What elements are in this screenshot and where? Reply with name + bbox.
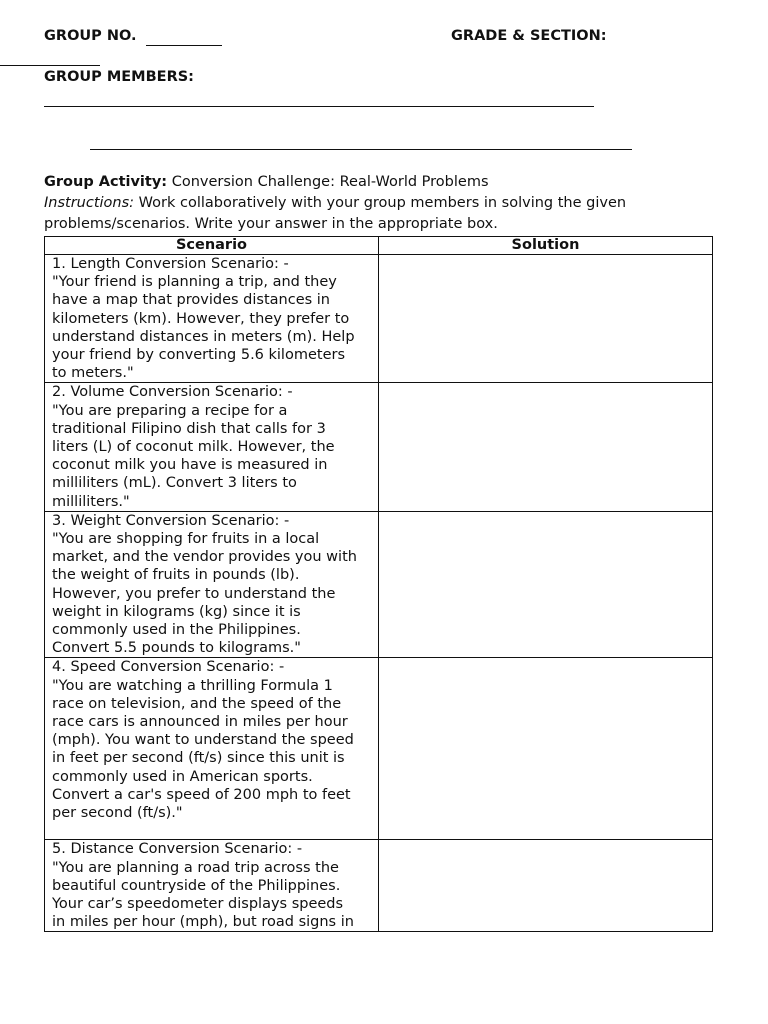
scenario-line: weight in kilograms (kg) since it is: [52, 603, 301, 620]
group-no-label: [44, 28, 137, 44]
instructions-label: Instructions:: [44, 195, 135, 211]
solution-box-4[interactable]: [379, 658, 713, 840]
activity-title: [44, 172, 714, 193]
activity-text: Conversion Challenge: Real-World Problems: [171, 174, 489, 190]
scenario-line: "You are planning a road trip across the: [52, 859, 339, 876]
table-row: [45, 383, 713, 511]
grade-section-blank[interactable]: [0, 65, 100, 66]
solution-box-5[interactable]: [379, 840, 713, 932]
solution-box-1[interactable]: [379, 255, 713, 383]
scenario-line: Your car’s speedometer displays speeds: [52, 896, 344, 913]
scenario-line: kilometers (km). However, they prefer to: [52, 310, 350, 327]
scenario-line: Convert 5.5 pounds to kilograms.": [52, 640, 301, 657]
scenario-cell-2: [45, 383, 379, 511]
scenario-line: coconut milk you have is measured in: [52, 457, 328, 474]
scenario-line: commonly used in American sports.: [52, 768, 313, 785]
group-no-blank[interactable]: [146, 45, 222, 46]
scenario-line: "Your friend is planning a trip, and they: [52, 274, 337, 291]
scenario-line: milliliters.": [52, 493, 130, 510]
scenario-line: have a map that provides distances in: [52, 292, 330, 309]
scenario-line: per second (ft/s).": [52, 805, 183, 822]
group-members-blank-1[interactable]: [44, 106, 594, 107]
group-no-text: GROUP NO.: [44, 28, 137, 44]
scenario-line: "You are shopping for fruits in a local: [52, 531, 320, 548]
scenario-line: in miles per hour (mph), but road signs in: [52, 914, 354, 931]
scenario-cell-5: [45, 840, 379, 932]
instructions-line-1: Work collaboratively with your group members in solving the given: [138, 195, 627, 211]
table-row: [45, 840, 713, 932]
solution-box-2[interactable]: [379, 383, 713, 511]
scenario-line: 5. Distance Conversion Scenario: -: [52, 841, 303, 858]
header-solution: Solution: [379, 237, 713, 255]
table-row: [45, 255, 713, 383]
scenario-line: (mph). You want to understand the speed: [52, 732, 354, 749]
group-members-blank-2[interactable]: [90, 149, 632, 150]
scenario-line: "You are preparing a recipe for a: [52, 402, 288, 419]
solution-box-3[interactable]: [379, 511, 713, 658]
instructions: [44, 193, 714, 235]
grade-section-label: GRADE & SECTION:: [451, 28, 607, 44]
scenario-line: However, you prefer to understand the: [52, 585, 336, 602]
scenario-cell-4: [45, 658, 379, 840]
scenario-line: traditional Filipino dish that calls for 3: [52, 420, 326, 437]
scenario-line: in feet per second (ft/s) since this unit is: [52, 750, 345, 767]
scenario-line: milliliters (mL). Convert 3 liters to: [52, 475, 297, 492]
scenario-line: liters (L) of coconut milk. However, the: [52, 439, 335, 456]
scenario-line: race cars is announced in miles per hour: [52, 714, 348, 731]
scenario-table: [44, 236, 713, 932]
table-row: [45, 511, 713, 658]
table-header-row: [45, 237, 713, 255]
scenario-line: "You are watching a thrilling Formula 1: [52, 677, 333, 694]
group-members-label: GROUP MEMBERS:: [44, 69, 194, 85]
scenario-line: commonly used in the Philippines.: [52, 622, 301, 639]
scenario-cell-1: [45, 255, 379, 383]
activity-label: Group Activity:: [44, 174, 168, 190]
scenario-line: 1. Length Conversion Scenario: -: [52, 256, 289, 272]
scenario-cell-3: [45, 511, 379, 658]
header-scenario: Scenario: [45, 237, 379, 255]
scenario-line: the weight of fruits in pounds (lb).: [52, 567, 300, 584]
scenario-line: your friend by converting 5.6 kilometers: [52, 347, 346, 364]
scenario-line: Convert a car's speed of 200 mph to feet: [52, 786, 351, 803]
scenario-line: market, and the vendor provides you with: [52, 549, 357, 566]
scenario-line: race on television, and the speed of the: [52, 695, 342, 712]
scenario-line: to meters.": [52, 365, 134, 382]
scenario-line: understand distances in meters (m). Help: [52, 328, 355, 345]
scenario-line: 4. Speed Conversion Scenario: -: [52, 659, 285, 676]
table-row: [45, 658, 713, 840]
scenario-line: beautiful countryside of the Philippines.: [52, 877, 341, 894]
scenario-line: 3. Weight Conversion Scenario: -: [52, 512, 290, 529]
scenario-line: 2. Volume Conversion Scenario: -: [52, 384, 293, 401]
instructions-line-2: problems/scenarios. Write your answer in the appropriate box.: [44, 216, 498, 232]
